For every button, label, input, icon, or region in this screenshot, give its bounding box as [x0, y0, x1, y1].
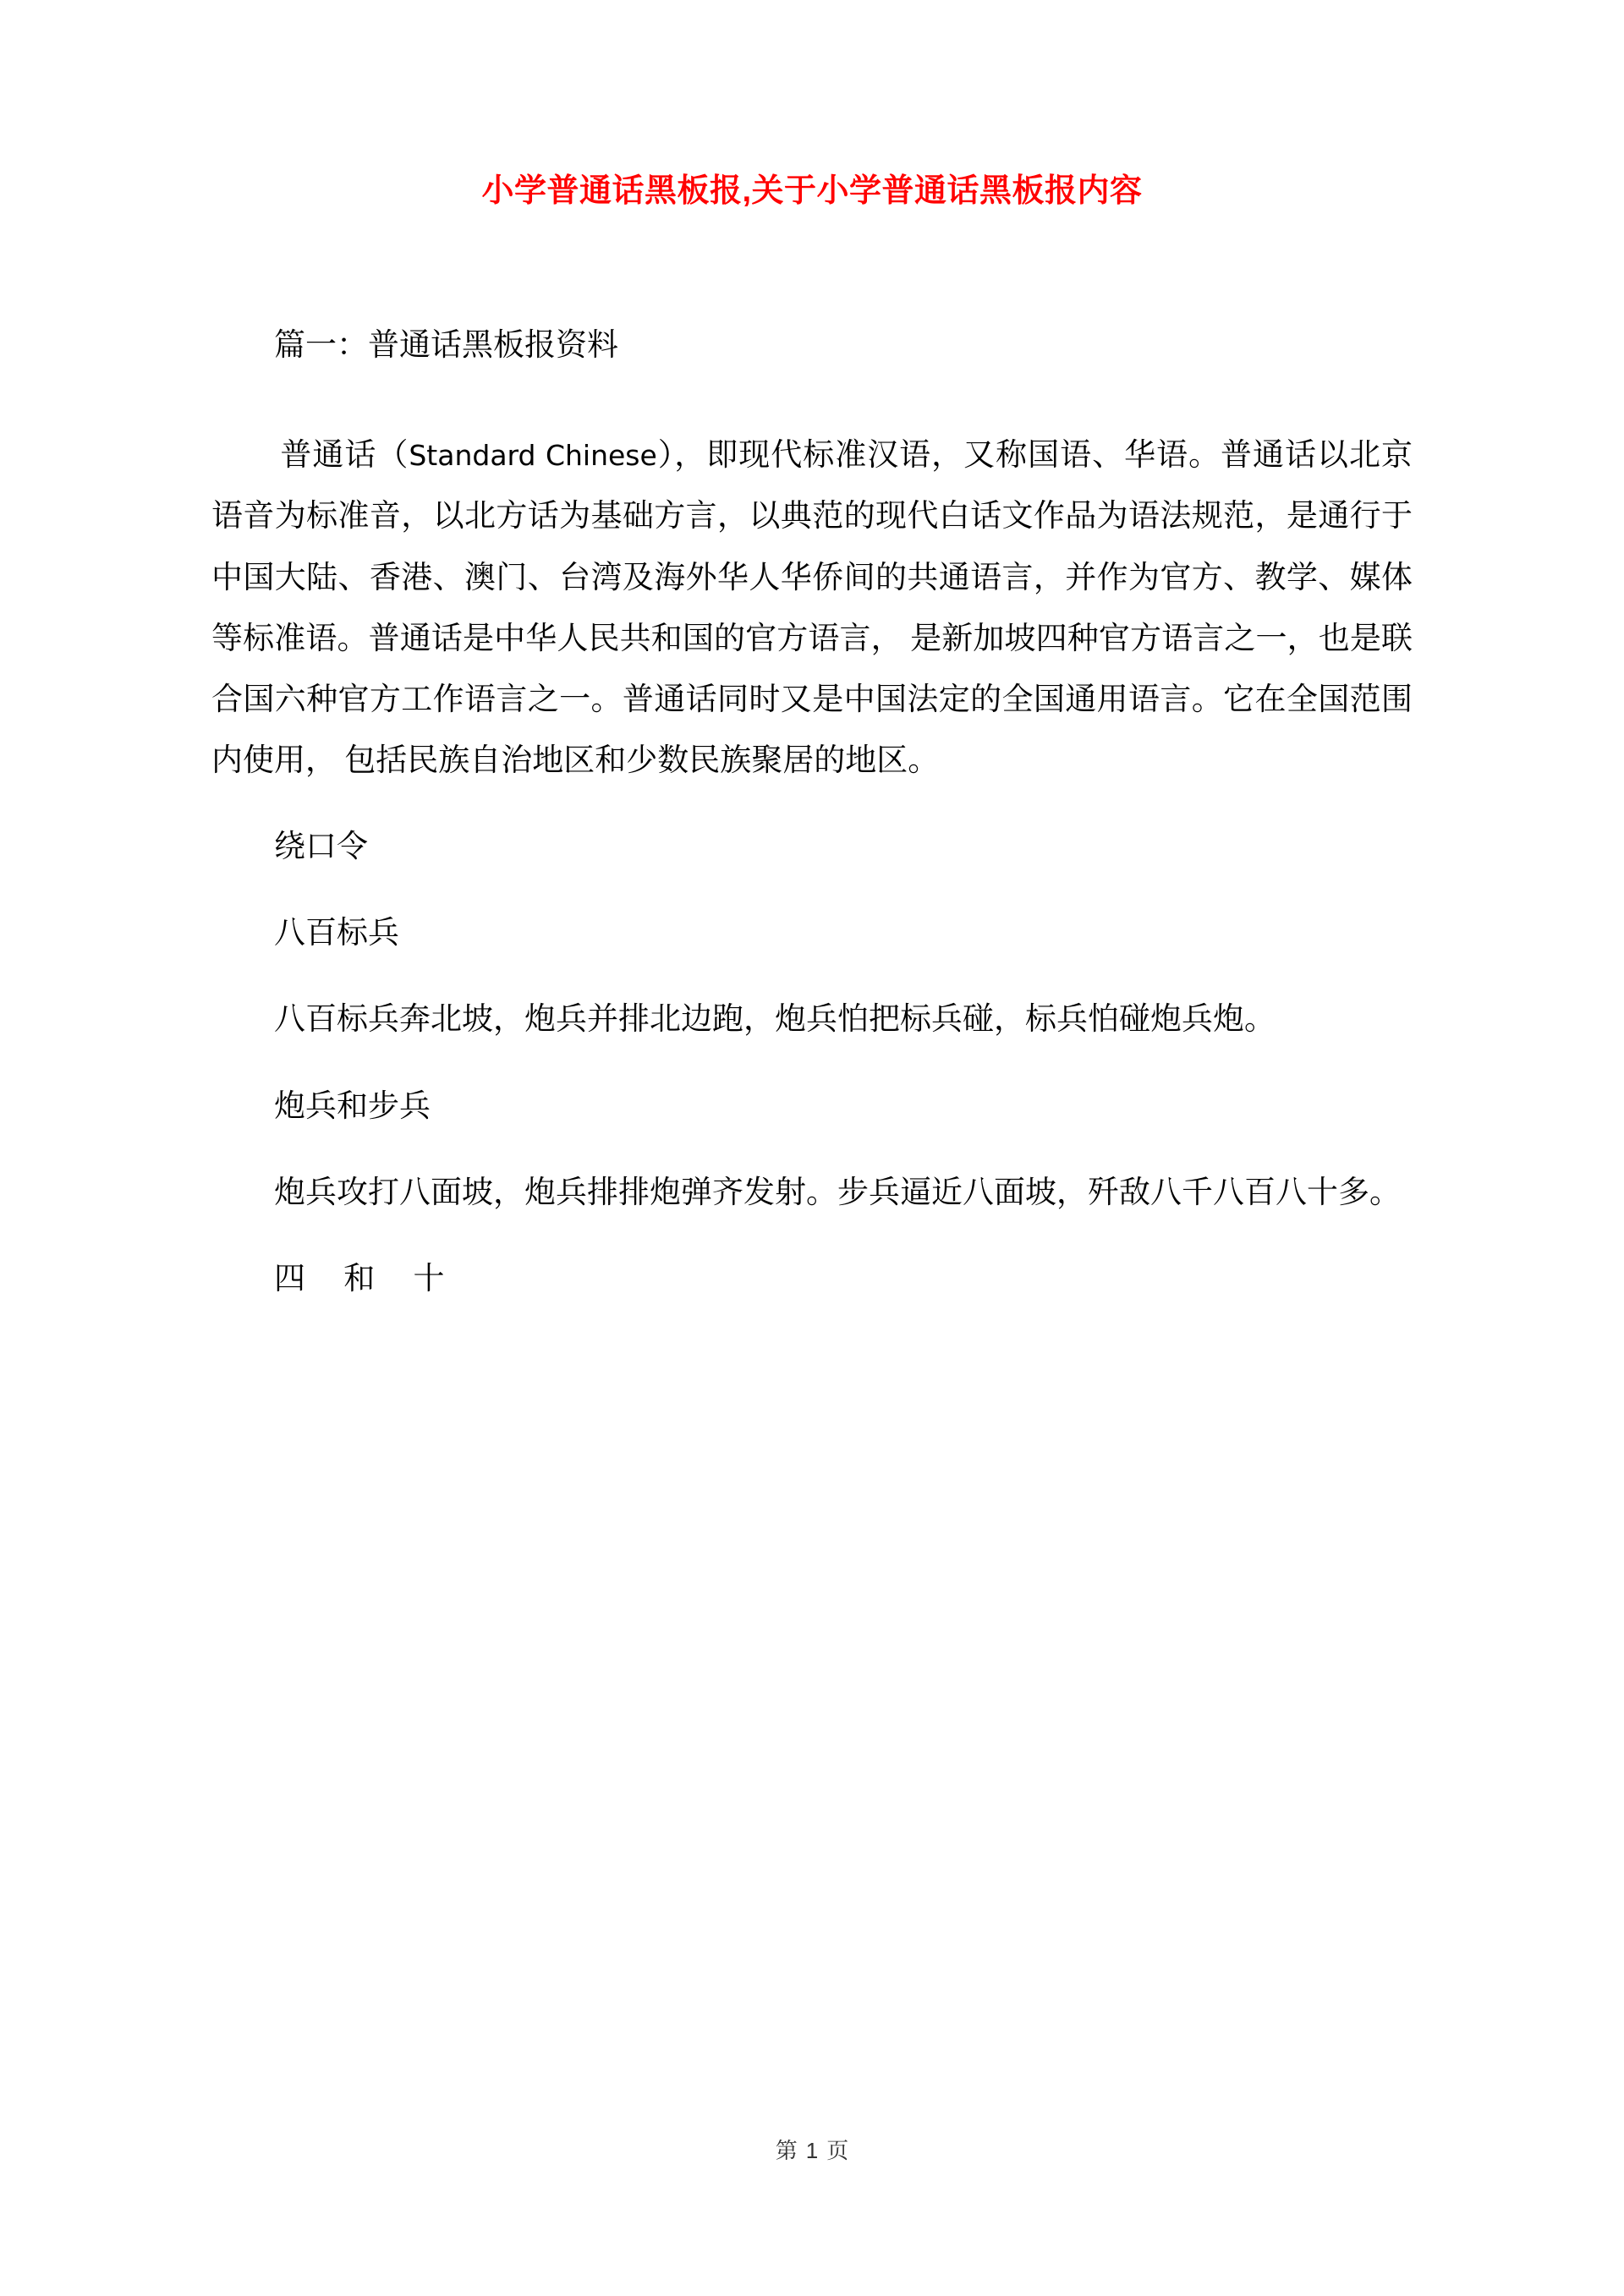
definition-prefix-text: 普通话（ [280, 438, 409, 474]
spacer [211, 792, 1413, 817]
paragraph-definition [211, 425, 1413, 792]
heading-raokouling: 绕口令 [274, 830, 368, 865]
spacer [211, 376, 1413, 425]
spacer [211, 964, 1413, 989]
page-footer [0, 2134, 1624, 2165]
heading-paobing-bubing: 炮兵和步兵 [274, 1088, 431, 1124]
heading-pian-yi: 篇一：普通话黑板报资料 [274, 328, 618, 364]
heading-babai-biaobing: 八百标兵 [274, 916, 399, 951]
page-title: 小学普通话黑板报,关于小学普通话黑板报内容 [481, 173, 1143, 209]
spacer [211, 1224, 1413, 1249]
definition-body-text: ），即现代标准汉语，又称国语、华语。普通话以北京语音为标准音，以北方话为基础方言，以典范的现代白话文作品为语法规范，是通行于中国大陆、香港、澳门、台湾及海外华人华侨间的共通语言，并作为官方、教学、媒体等标准语。普通话是中华人民共和国的官方语言， 是新加坡四种官方语言之一，也是联合国六种官方工作语言之一。普通话同时又是中国法定的全国通用语言。它在全国范围内使用， 包括民族自治地区和少数民族聚居的地区。 [211, 438, 1413, 779]
footer-prefix: 第 [775, 2138, 798, 2163]
spacer [211, 1137, 1413, 1163]
footer-suffix: 页 [826, 2138, 849, 2163]
paragraph-babai-biaobing: 八百标兵奔北坡，炮兵并排北边跑，炮兵怕把标兵碰，标兵怕碰炮兵炮。 [274, 1002, 1276, 1038]
spacer [211, 1051, 1413, 1077]
document-body [211, 169, 1413, 1310]
definition-latin-term: Standard Chinese [409, 439, 657, 473]
paragraph-paobing-bubing: 炮兵攻打八面坡，炮兵排排炮弹齐发射。步兵逼近八面坡，歼敌八千八百八十多。 [274, 1175, 1401, 1210]
spacer [211, 214, 1413, 315]
spacer [211, 878, 1413, 903]
heading-si-he-shi: 四 和 十 [274, 1261, 460, 1296]
footer-page-number: 1 [805, 2138, 819, 2163]
